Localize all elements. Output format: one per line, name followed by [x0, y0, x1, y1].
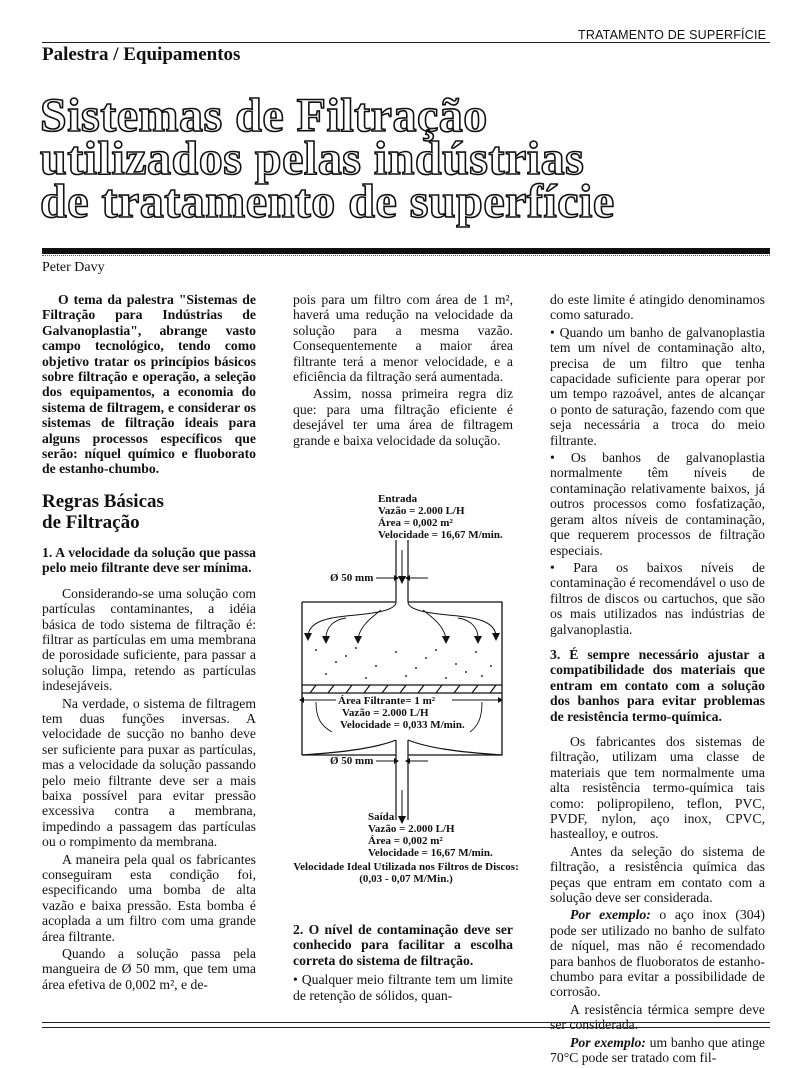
section-heading-line-2: de Filtração [42, 511, 140, 533]
filter-diagram-svg [286, 490, 526, 900]
paragraph-text: o aço inox (304) pode ser utilizado no banho de sulfato de níquel, mas não é recomendado para banhos de fluoboratos de estanho-chumbo para evitar a possibilidade de corrosão. [550, 907, 765, 1000]
contaminant-particles [315, 647, 492, 679]
housing-bottom-curve [302, 740, 502, 755]
section-tag: TRATAMENTO DE SUPERFÍCIE [578, 28, 767, 42]
footer-rule [42, 1022, 770, 1023]
paragraph: Quando a solução passa pela mangueira de Ø 50 mm, que tem uma área efetiva de 0,002 m², e de- [42, 946, 256, 992]
title-line-2: utilizados pelas indústrias [40, 132, 585, 185]
byline-rule-dotted [42, 255, 770, 256]
diagram-caption-1: Velocidade Ideal Utilizada nos Filtros de Discos: [293, 861, 519, 873]
column-3 [550, 292, 765, 1068]
column-1 [42, 292, 256, 994]
filter-media-hatch [310, 685, 496, 693]
rule-2-heading: 2. O nível de contaminação deve ser conhecido para facilitar a escolha correta do sistema de filtração. [293, 922, 513, 968]
rule-1-heading: 1. A velocidade da solução que passa pelo meio filtrante deve ser mínima. [42, 544, 256, 576]
title-line-3: de tratamento de superfície [40, 175, 615, 228]
filter-diagram [286, 490, 526, 900]
label-out-area: Área = 0,002 m² [368, 835, 443, 847]
section-heading [42, 491, 256, 533]
paragraph: Assim, nossa primeira regra diz que: para uma filtração eficiente é desejável ter uma área de filtragem grande e baixa velocidade da solução. [293, 386, 513, 448]
emphasis: Por exemplo: [570, 1034, 646, 1050]
paragraph [550, 1035, 765, 1066]
rubric: Palestra / Equipamentos [42, 44, 241, 65]
filter-housing [302, 602, 502, 755]
paragraph: Considerando-se uma solução com partículas contaminantes, a idéia básica de todo sistema de filtração é: filtrar as partículas em uma membrana de porosidade suficiente, para passar a solução limpa, retendo as partículas indesejáveis. [42, 585, 256, 694]
section-heading-line-1: Regras Básicas [42, 490, 164, 512]
label-area-filtrante: Área Filtrante= 1 m² [338, 695, 436, 707]
paragraph: A resistência térmica sempre deve ser considerada. [550, 1001, 765, 1033]
article-title [40, 89, 770, 228]
label-mid-vazao: Vazão = 2.000 L/H [342, 707, 429, 719]
label-pipe-bottom: Ø 50 mm [330, 755, 374, 767]
author: Peter Davy [42, 260, 105, 275]
paragraph: Antes da seleção do sistema de filtração, a resistência química das peças que entram em contato com a solução deve ser considerada. [550, 843, 765, 906]
footer-rule-2 [42, 1027, 770, 1028]
bullet-paragraph: • Os banhos de galvanoplastia normalmente têm níveis de contaminação relativamente baixos, já outros processos como fosfatização, geram altos níveis de contaminação, que requerem processos de filtração especiais. [550, 450, 765, 558]
header-rule [42, 42, 770, 43]
label-out-vel: Velocidade = 16,67 M/min. [368, 847, 493, 859]
title-line-1: Sistemas de Filtração [40, 89, 488, 142]
bullet-paragraph: • Para os baixos níveis de contaminação é recomendável o uso de filtros de discos ou cartuchos, que são os mais utilizados nas indústrias de galvanoplastia. [550, 559, 765, 637]
paragraph: A maneira pela qual os fabricantes conseguiram esta condição foi, especificando uma bomba de alta vazão e baixa pressão. Esta bomba é acoplada a um filtro com uma grande área filtrante. [42, 851, 256, 944]
column-2-lower [293, 922, 513, 1005]
label-in-area: Área = 0,002 m² [378, 517, 453, 529]
paragraph-text: um banho que atinge 70°C pode ser tratado com fil- [550, 1034, 765, 1066]
label-entrada: Entrada [378, 493, 418, 505]
column-2 [293, 292, 513, 450]
emphasis: Por exemplo: [570, 907, 651, 923]
label-in-vazao: Vazão = 2.000 L/H [378, 505, 465, 517]
label-saida: Saída [368, 811, 395, 823]
label-in-vel: Velocidade = 16,67 M/min. [378, 529, 503, 541]
label-out-vazao: Vazão = 2.000 L/H [368, 823, 455, 835]
bullet-paragraph: • Quando um banho de galvanoplastia tem um nível de contaminação alto, precisa de um filtro que tenha capacidade suficiente para operar por um tempo razoável, antes de alcançar o ponto de saturação, fazendo com que seja necessária a troca do meio filtrante. [550, 324, 765, 448]
paragraph: do este limite é atingido denominamos como saturado. [550, 292, 765, 323]
rule-3-heading: 3. É sempre necessário ajustar a compatibilidade dos materiais que entram em contato com a solução dos banhos para evitar problemas de resistência termo-química. [550, 646, 765, 724]
diagram-caption-2: (0,03 - 0,07 M/Min.) [359, 873, 453, 885]
paragraph: Os fabricantes dos sistemas de filtração, utilizam uma classe de materiais que tem normalmente uma alta resistência termo-química tais como: polipropileno, teflon, PVC, PVDF, nylon, aço inox, CPVC, hastealloy, e outros. [550, 733, 765, 842]
paragraph: pois para um filtro com área de 1 m², haverá uma redução na velocidade da solução para a mesma vazão. Consequentemente a maior área filtrante terá a menor velocidade, e a eficiência da filtração será aumentada. [293, 292, 513, 385]
inlet-arrow-head [398, 576, 406, 584]
label-pipe-top: Ø 50 mm [330, 572, 374, 584]
intro-paragraph: O tema da palestra "Sistemas de Filtração para Indústrias de Galvanoplastia", abrange vasto campo tecnológico, tendo como objetivo tratar os princípios básicos sobre filtração e operação, a seleção dos equipamentos, a economia do sistema de filtragem, e considerar os sistemas de filtração ideais para alguns processos específicos que serão: níquel químico e fluoborato de estanho-chumbo. [42, 292, 256, 477]
label-mid-vel: Velocidade = 0,033 M/min. [340, 719, 465, 731]
paragraph: • Qualquer meio filtrante tem um limite de retenção de sólidos, quan- [293, 972, 513, 1003]
byline-rule [42, 248, 770, 254]
paragraph: Na verdade, o sistema de filtragem tem duas funções inversas. A velocidade de sucção no banho deve ser suficiente para puxar as partículas, mas a velocidade da solução passando pelo meio filtrante deve ser a mais baixa possível para evitar pressão excessiva contra a membrana, impedindo a passagem das partículas ou o rompimento da membrana. [42, 695, 256, 850]
paragraph [550, 907, 765, 999]
